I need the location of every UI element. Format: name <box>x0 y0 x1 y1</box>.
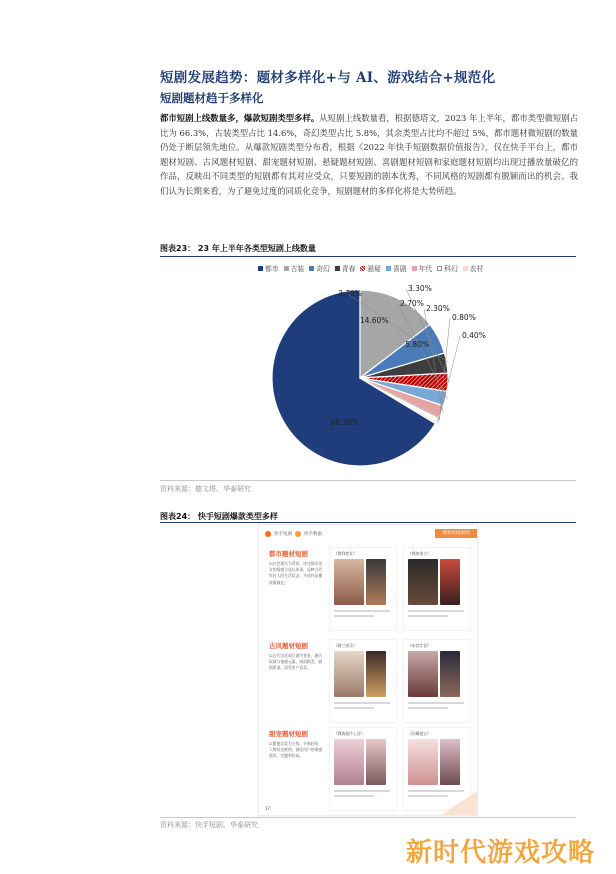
legend-label: 奇幻 <box>316 265 330 273</box>
pie-data-label: 14.60% <box>359 316 389 326</box>
pie-data-label: 5.80% <box>405 339 430 349</box>
card-meta <box>334 795 374 797</box>
pie-data-label: 2.70% <box>400 299 424 308</box>
card-title: 《东宫女官》 <box>408 643 431 648</box>
poster-thumbnail <box>440 559 460 605</box>
legend-swatch <box>412 266 417 271</box>
poster-logo-2: 快手数据 <box>304 532 322 537</box>
legend-swatch <box>386 266 391 271</box>
legend-item <box>412 263 433 273</box>
card-title: 《阿兰夜乐》 <box>334 643 357 648</box>
figure24-top-rule <box>160 522 576 523</box>
figure24-title: 图表24： 快手短剧爆款类型多样 <box>160 512 278 521</box>
pie-data-label: 0.80% <box>452 313 476 322</box>
kuaishou-logo-icon <box>265 531 271 537</box>
poster-section-ancient <box>263 637 473 725</box>
poster-thumbnail <box>334 739 364 785</box>
card-meta <box>334 610 390 612</box>
poster-card <box>329 547 397 631</box>
poster-thumbnail <box>408 559 438 605</box>
legend-label: 喜剧 <box>392 265 407 273</box>
poster-card <box>403 639 471 723</box>
figure24-bottom-rule <box>160 817 576 818</box>
poster-logos <box>265 531 322 537</box>
section-title: 都市题材短剧 <box>269 550 308 558</box>
pie-chart <box>240 278 500 478</box>
poster-card <box>329 727 397 811</box>
pie-data-label: 66.30% <box>330 418 360 428</box>
legend-item <box>309 263 330 273</box>
card-title: 《胜利者女》 <box>334 551 357 556</box>
legend-label: 都市 <box>265 265 279 273</box>
legend-item <box>463 263 484 273</box>
legend-swatch <box>437 266 442 271</box>
poster-thumbnail <box>366 559 386 605</box>
paragraph-body: 从短剧上线数量看，根据德塔文，2023 年上半年，都市类型微短剧占比为 66.3%，古装类型占比 14.6%，奇幻类型占比 5.8%，其余类型占比均不超过 5%，都市题材微短剧的数量仍处于断层领先地位。从爆款短剧类型分布看，根据《2022 年快手短剧数据价值报告》，仅在快手平台上，都市题材短剧、古风题材短剧、甜宠题材短剧、悬疑题材短剧、喜剧题材短剧和家庭题材短剧均出现过播放量破亿的作品，反映出不同类型的短剧都有其对应受众，只要短剧的剧本优秀，不同风格的短剧都有脱颖而出的机会。我们认为长期来看，为了避免过度的同质化竞争，短剧题材的多样化将是大势所趋。 <box>160 113 579 196</box>
card-meta <box>408 610 464 612</box>
legend-item <box>360 263 381 273</box>
paragraph-lead: 都市短剧上线数量多，爆款短剧类型多样。 <box>160 113 320 123</box>
card-meta <box>334 615 374 617</box>
pie-data-label: 2.30% <box>426 304 450 313</box>
poster-logo-1: 快手短剧 <box>274 532 292 537</box>
legend-item <box>284 263 305 273</box>
card-meta <box>334 707 374 709</box>
card-meta <box>408 615 448 617</box>
figure23-title: 图表23： 23 年上半年各类型短剧上线数量 <box>160 244 316 253</box>
legend-item <box>437 263 458 273</box>
data-logo-icon <box>295 531 301 537</box>
card-title: 《闪婚老公》 <box>408 731 431 736</box>
section-desc: 以甜蜜恋爱为主线，节奏轻快，人物设定鲜明，满足用户的情感需求，完播率较高。 <box>269 741 323 759</box>
poster-page-number: 17 <box>265 806 271 811</box>
figure24-source: 资料来源：快手短剧、华泰研究 <box>160 821 258 829</box>
poster-corner-decoration <box>441 791 477 815</box>
legend-label: 青春 <box>341 265 356 273</box>
figure23-source: 资料来源：德文塔、华泰研究 <box>160 485 251 493</box>
chart-legend <box>258 263 483 273</box>
section-desc: 以社会现实为背景，讲述都市男女的情感与成长故事，反映当代年轻人的生活状态，多部作品播放量破亿。 <box>269 561 323 585</box>
legend-label: 年代 <box>418 265 433 273</box>
section-desc: 以古代宫廷或江湖为背景，融合权谋与情感元素，画面精美，剧情紧凑，深受用户喜爱。 <box>269 653 323 671</box>
legend-swatch <box>258 266 263 271</box>
section-title: 甜宠题材短剧 <box>269 730 308 738</box>
card-title: 《我的高冷上司》 <box>334 731 365 736</box>
legend-label: 科幻 <box>444 265 458 273</box>
poster-thumbnail <box>366 651 386 697</box>
legend-item <box>335 263 356 273</box>
figure23-top-rule <box>160 256 576 257</box>
legend-swatch <box>335 266 340 271</box>
page-title: 短剧发展趋势：题材多样化+与 AI、游戏结合+规范化 <box>160 70 496 86</box>
poster-thumbnail <box>366 739 386 785</box>
poster-thumbnail <box>408 739 438 785</box>
legend-label: 古装 <box>290 265 305 273</box>
legend-label: 农村 <box>469 265 484 273</box>
section-title: 古风题材短剧 <box>269 642 308 650</box>
legend-swatch <box>463 266 468 271</box>
section-subtitle: 短剧题材趋于多样化 <box>160 91 264 105</box>
card-title: 《我的金主》 <box>408 551 431 556</box>
poster-banner: 爆款短剧案例 <box>435 529 477 538</box>
kuaishou-poster <box>258 524 478 816</box>
pie-data-label: 3.30% <box>408 284 432 293</box>
pie-data-label: 3.70% <box>338 289 362 298</box>
watermark: 新时代游戏攻略 <box>406 838 596 868</box>
legend-item <box>258 263 279 273</box>
poster-section-urban <box>263 545 473 633</box>
card-meta <box>408 707 448 709</box>
pie-data-label: 0.40% <box>462 331 486 340</box>
legend-item <box>386 263 407 273</box>
poster-thumbnail <box>334 651 364 697</box>
card-meta <box>334 702 390 704</box>
poster-thumbnail <box>334 559 364 605</box>
legend-label: 悬疑 <box>367 265 381 273</box>
legend-swatch <box>284 266 289 271</box>
poster-card <box>403 547 471 631</box>
card-meta <box>408 702 464 704</box>
legend-swatch <box>309 266 314 271</box>
poster-thumbnail <box>440 739 460 785</box>
poster-card <box>329 639 397 723</box>
legend-swatch <box>360 266 365 271</box>
figure23-bottom-rule <box>160 480 576 481</box>
poster-thumbnail <box>408 651 438 697</box>
card-meta <box>334 790 390 792</box>
body-paragraph <box>160 111 578 198</box>
poster-thumbnail <box>440 651 460 697</box>
